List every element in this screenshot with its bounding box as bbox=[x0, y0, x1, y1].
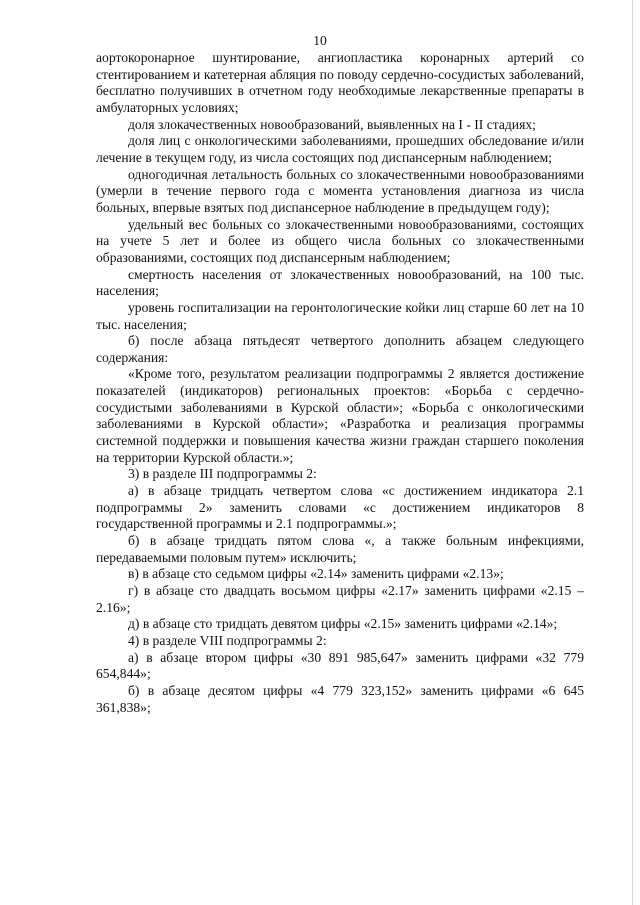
paragraph: д) в абзаце сто тридцать девятом цифры «2.15» заменить цифрами «2.14»; bbox=[128, 616, 558, 632]
paragraph: удельный вес больных со злокачественными новообразованиями, состоящих на учете 5 лет и более из общего числа больных со злокачественными образованиями, состоящих под диспансерным наблюдением; bbox=[96, 216, 584, 265]
paragraph: б) в абзаце тридцать пятом слова «, а также больным инфекциями, передаваемыми половым путем» исключить; bbox=[96, 533, 584, 565]
quoted-paragraph: «Кроме того, результатом реализации подпрограммы 2 является достижение показателей (индикаторов) региональных проектов: «Борьба с сердечно-сосудистыми заболеваниями в Курской области»; «Борьба с онкологическими заболеваниями в Курской области»; «Разработка и реализация программы системной поддержки и повышения качества жизни граждан старшего поколения на территории Курской области.»; bbox=[96, 366, 584, 465]
paragraph: доля лиц с онкологическими заболеваниями, прошедших обследование и/или лечение в текущем году, из числа состоящих под диспансерным наблюдением; bbox=[96, 133, 584, 165]
paragraph: г) в абзаце сто двадцать восьмом цифры «2.17» заменить цифрами «2.15 – 2.16»; bbox=[96, 583, 584, 615]
paragraph: в) в абзаце сто седьмом цифры «2.14» заменить цифрами «2.13»; bbox=[128, 566, 504, 582]
document-body bbox=[96, 50, 584, 716]
paragraph: доля злокачественных новообразований, выявленных на I - II стадиях; bbox=[128, 116, 536, 132]
paragraph: смертность населения от злокачественных новообразований, на 100 тыс. населения; bbox=[96, 266, 584, 299]
paragraph-continuation: аортокоронарное шунтирование, ангиопластика коронарных артерий со стентированием и катетерная абляция по поводу сердечно-сосудистых заболеваний, бесплатно получивших в отчетном году необходимые лекарственные препараты в амбулаторных условиях; bbox=[96, 50, 584, 115]
section-item: 3) в разделе III подпрограммы 2: bbox=[128, 466, 317, 482]
paragraph: б) в абзаце десятом цифры «4 779 323,152» заменить цифрами «6 645 361,838»; bbox=[96, 682, 584, 715]
paragraph: а) в абзаце тридцать четвертом слова «с достижением индикатора 2.1 подпрограммы 2» заменить словами «с достижением индикаторов 8 государственной программы и 2.1 подпрограммы.»; bbox=[96, 483, 584, 532]
page-number: 10 bbox=[313, 33, 327, 48]
paragraph: одногодичная летальность больных со злокачественными новообразованиями (умерли в течение первого года с момента установления диагноза из числа больных, впервые взятых под диспансерное наблюдение в предыдущем году); bbox=[96, 166, 584, 215]
scan-edge-line bbox=[632, 0, 633, 905]
paragraph: уровень госпитализации на геронтологические койки лиц старше 60 лет на 10 тыс. населения; bbox=[96, 299, 584, 332]
paragraph: а) в абзаце втором цифры «30 891 985,647» заменить цифрами «32 779 654,844»; bbox=[96, 649, 584, 682]
section-item: 4) в разделе VIII подпрограммы 2: bbox=[128, 632, 327, 648]
paragraph: б) после абзаца пятьдесят четвертого дополнить абзацем следующего содержания: bbox=[96, 333, 584, 365]
